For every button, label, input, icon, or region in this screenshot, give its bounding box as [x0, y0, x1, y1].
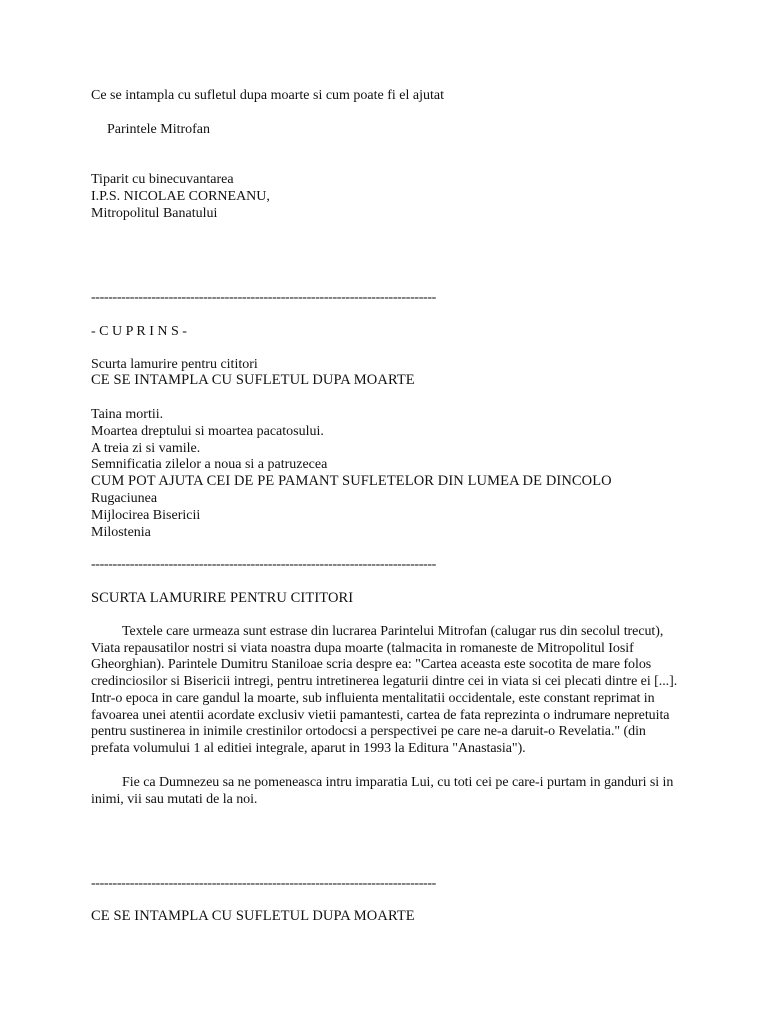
contents-item: Mijlocirea Bisericii: [91, 508, 201, 523]
separator-rule-2: --------------------------------------------------------------------------------: [91, 557, 436, 572]
separator-rule-3: --------------------------------------------------------------------------------: [91, 876, 436, 891]
contents-heading: - C U P R I N S -: [91, 324, 187, 339]
contents-item: Rugaciunea: [91, 491, 158, 506]
document-title: Ce se intampla cu sufletul dupa moarte si cum poate fi el ajutat: [91, 88, 445, 103]
contents-item: Semnificatia zilelor a noua si a patruzecea: [91, 457, 328, 472]
section-paragraph: Textele care urmeaza sunt estrase din lucrarea Parintelui Mitrofan (calugar rus din secolul trecut), Viata repausatilor nostri si viata noastra dupa moarte (talmacita in romaneste de Mitropolitul Iosif Gheorghian). Parintele Dumitru Staniloae scria despre ea: "Cartea aceasta este socotita de mare folos credinciosilor si Bisericii intregi, pentru intretinerea legaturii dintre cei in viata si cei plecati dintre ei [...]. Intr-o epoca in care gandul la moarte, sub influienta mentalitatii occidentale, este constant reprimat in favoarea unei atentii acordate exclusiv vietii pamantesti, cartea de fata reprezinta o indrumare nepretuita pentru sustinerea in inimile crestinilor ortodocsi a perspectivei pe care ne-a daruit-o Revelatia." (din prefata volumului 1 al editiei integrale, aparut in 1993 la Editura "Anastasia").: [91, 624, 678, 756]
blessing-line-3: Mitropolitul Banatului: [91, 206, 218, 221]
section-paragraph: Fie ca Dumnezeu sa ne pomeneasca intru imparatia Lui, cu toti cei pe care-i purtam in ganduri si in inimi, vii sau mutati de la noi.: [91, 775, 674, 807]
separator-rule-1: --------------------------------------------------------------------------------: [91, 290, 436, 305]
blessing-line-1: Tiparit cu binecuvantarea: [91, 172, 234, 187]
blessing-line-2: I.P.S. NICOLAE CORNEANU,: [91, 189, 270, 204]
contents-item: CUM POT AJUTA CEI DE PE PAMANT SUFLETELOR DIN LUMEA DE DINCOLO: [91, 473, 612, 489]
contents-item: Moartea dreptului si moartea pacatosului.: [91, 424, 324, 439]
contents-item: CE SE INTAMPLA CU SUFLETUL DUPA MOARTE: [91, 372, 415, 388]
contents-item: Milostenia: [91, 525, 151, 540]
section-heading: CE SE INTAMPLA CU SUFLETUL DUPA MOARTE: [91, 908, 415, 924]
contents-item: A treia zi si vamile.: [91, 441, 201, 456]
contents-item: Taina mortii.: [91, 407, 164, 422]
contents-item: Scurta lamurire pentru cititori: [91, 357, 258, 372]
section-heading: SCURTA LAMURIRE PENTRU CITITORI: [91, 590, 354, 606]
document-author: Parintele Mitrofan: [107, 122, 211, 137]
